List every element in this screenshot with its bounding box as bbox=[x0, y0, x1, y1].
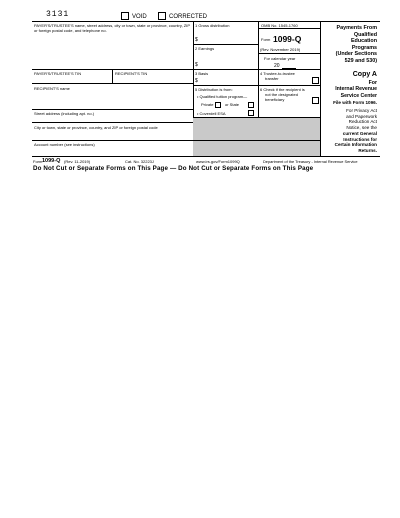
footer-url: www.irs.gov/Form1099Q bbox=[196, 159, 240, 164]
notice-line: and Paperwork bbox=[346, 113, 377, 119]
payer-label-text: PAYER'S/TRUSTEE'S name, street address, city or town, state or province, country, ZIP or foreign postal code, and telephone no. bbox=[34, 23, 190, 33]
recipient-tin-input[interactable] bbox=[114, 77, 192, 83]
city-input[interactable] bbox=[33, 131, 192, 139]
account-label: Account number (see instructions) bbox=[34, 142, 95, 147]
recipient-tin-label: RECIPIENT'S TIN bbox=[115, 71, 148, 76]
calendar-label: For calendar year bbox=[264, 56, 296, 61]
footer-cat: Cat. No. 32223J bbox=[125, 159, 154, 164]
box5-state: or State bbox=[225, 102, 240, 107]
side-title-line: Education bbox=[350, 38, 377, 45]
box5-state-checkbox[interactable] bbox=[248, 102, 254, 108]
street-label: Street address (including apt. no.) bbox=[34, 111, 95, 116]
box4-label-1: 4 Trustee-to-trustee bbox=[260, 71, 295, 76]
box3-input[interactable] bbox=[199, 76, 257, 84]
side-title-line: (Under Sections bbox=[335, 51, 377, 58]
payer-tin-label: PAYER'S/TRUSTEE'S TIN bbox=[34, 71, 82, 76]
account-input[interactable] bbox=[33, 148, 192, 155]
corrected-label: CORRECTED bbox=[169, 14, 208, 20]
divider-v-side bbox=[320, 21, 321, 156]
instr-line: Instructions for bbox=[343, 136, 377, 142]
instr-line: current General bbox=[342, 130, 377, 136]
box1-input[interactable] bbox=[199, 30, 257, 43]
divider-h-tin bbox=[32, 83, 193, 84]
notice-line: Notice, see the bbox=[346, 125, 377, 131]
divider-h-box2 bbox=[193, 69, 320, 70]
instr-line: Returns. bbox=[358, 148, 377, 154]
divider-v-tin bbox=[112, 69, 113, 83]
divider-h-rev bbox=[258, 53, 320, 54]
divider-h-box3 bbox=[193, 85, 320, 86]
omb-number: OMB No. 1545-1760 bbox=[261, 23, 298, 28]
notice-block bbox=[322, 108, 377, 154]
form-code: 3131 bbox=[46, 10, 70, 19]
box5-private: Private bbox=[201, 102, 214, 107]
irs-center bbox=[322, 80, 377, 99]
box5-qtp: • Qualified tuition program— bbox=[197, 94, 248, 99]
calendar-year-input[interactable] bbox=[282, 61, 296, 68]
notice-line: For Privacy Act bbox=[346, 108, 377, 113]
irs-line-1: Internal Revenue bbox=[335, 86, 377, 93]
box2-input[interactable] bbox=[199, 53, 257, 68]
side-title bbox=[322, 25, 377, 65]
box1-label: 1 Gross distribution bbox=[195, 23, 230, 28]
recipient-name-input[interactable] bbox=[33, 93, 192, 108]
box5-esa-checkbox[interactable] bbox=[248, 110, 254, 116]
omb-form-label: Form bbox=[261, 37, 271, 42]
footer-form-label: Form bbox=[33, 159, 43, 164]
box1-dollar: $ bbox=[195, 37, 198, 43]
calendar-year: 20 bbox=[274, 63, 280, 69]
form-top-border bbox=[32, 21, 380, 22]
file-with: File with Form 1096. bbox=[333, 100, 377, 105]
divider-h-name bbox=[32, 109, 193, 110]
footer-form-number: 1099-Q bbox=[42, 158, 61, 164]
void-label: VOID bbox=[132, 14, 147, 20]
side-title-line: Qualified bbox=[353, 31, 377, 38]
instr-line: Certain Information bbox=[334, 142, 377, 148]
divider-h-shade-mid bbox=[193, 140, 320, 141]
box3-label: 3 Basis bbox=[195, 71, 209, 76]
street-input[interactable] bbox=[33, 117, 192, 122]
footer-dept: Department of the Treasury - Internal Revenue Service bbox=[263, 159, 358, 164]
shaded-area bbox=[193, 118, 320, 156]
side-title-line: Programs bbox=[351, 44, 377, 51]
payer-label bbox=[34, 24, 192, 34]
divider-h-street bbox=[32, 122, 193, 123]
recipient-name-label: RECIPIENT'S name bbox=[34, 86, 70, 91]
omb-rev: (Rev. November 2019) bbox=[260, 47, 301, 52]
cut-warning: Do Not Cut or Separate Forms on This Page — Do Not Cut or Separate Forms on This Page bbox=[33, 165, 314, 172]
payer-input[interactable] bbox=[33, 36, 192, 68]
box6-label-1: 6 Check if the recipient is bbox=[260, 87, 305, 92]
box4-label-2: transfer bbox=[265, 76, 279, 81]
omb-form-number: 1099-Q bbox=[273, 34, 302, 44]
irs-line-2: Service Center bbox=[340, 92, 377, 99]
box6-label-3: beneficiary bbox=[265, 97, 285, 102]
for-label: For bbox=[368, 80, 377, 86]
notice-line: Reduction Act bbox=[348, 119, 377, 125]
divider-h-city bbox=[32, 140, 193, 141]
box5-esa: • Coverdell ESA bbox=[197, 111, 226, 116]
calendar-year-underline bbox=[282, 68, 296, 69]
divider-h-payer bbox=[32, 69, 193, 70]
box2-label: 2 Earnings bbox=[195, 46, 215, 51]
box3-dollar: $ bbox=[195, 78, 198, 84]
side-title-line: Payments From bbox=[336, 25, 377, 31]
box6-label-2: not the designated bbox=[265, 92, 298, 97]
divider-h-omb bbox=[258, 28, 320, 29]
city-label: City or town, state or province, country, and ZIP or foreign postal code bbox=[34, 125, 158, 130]
void-checkbox[interactable] bbox=[121, 12, 129, 20]
box5-label: 5 Distribution is from: bbox=[195, 87, 233, 92]
corrected-checkbox[interactable] bbox=[158, 12, 166, 20]
divider-h-box1 bbox=[193, 44, 258, 45]
payer-tin-input[interactable] bbox=[33, 77, 111, 83]
copy-a: Copy A bbox=[352, 71, 377, 78]
box5-private-checkbox[interactable] bbox=[215, 102, 221, 108]
footer-rev: (Rev. 11-2019) bbox=[64, 159, 91, 164]
side-title-line: 529 and 530) bbox=[344, 57, 377, 64]
box2-dollar: $ bbox=[195, 62, 198, 68]
form-bottom-border bbox=[32, 156, 380, 157]
box4-checkbox[interactable] bbox=[312, 77, 319, 84]
